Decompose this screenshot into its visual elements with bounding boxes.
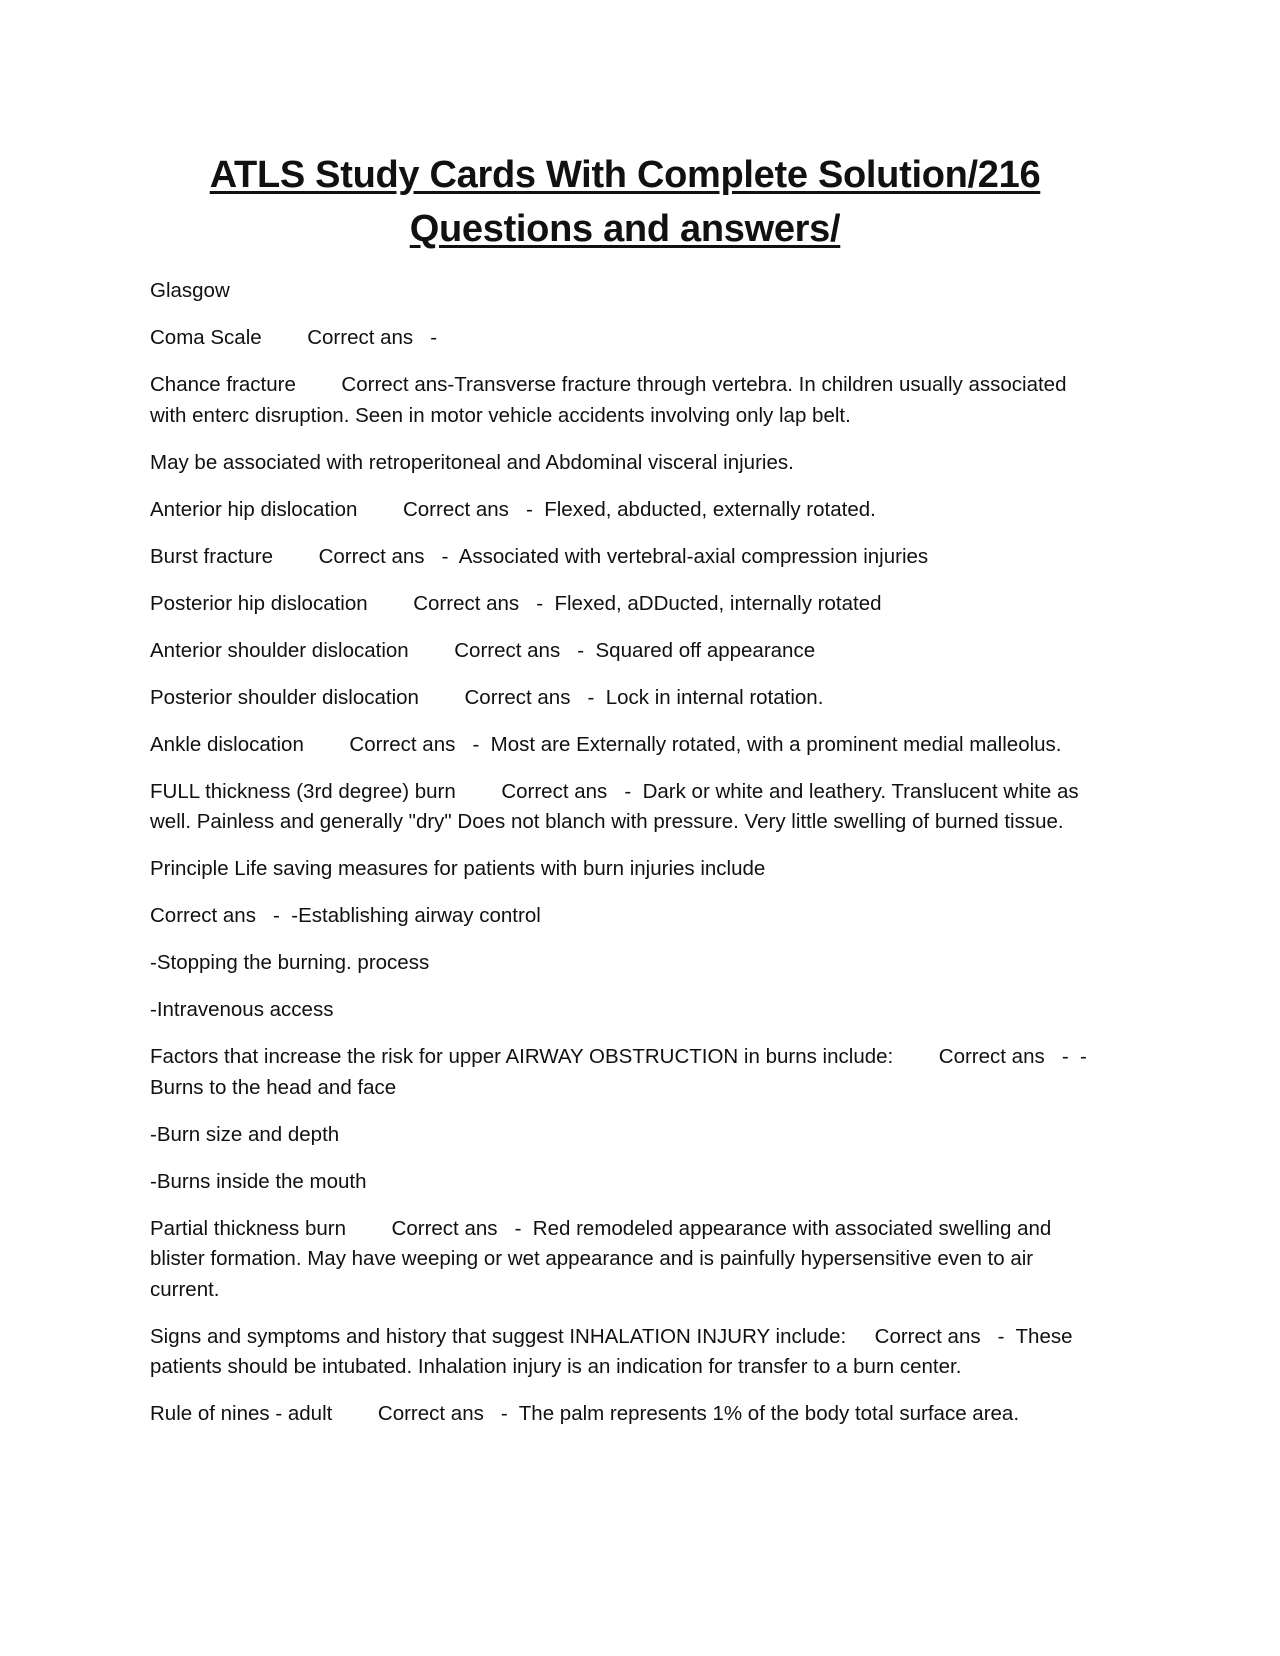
paragraph-airway-control: Correct ans - -Establishing airway control [150, 904, 541, 927]
title-line-2: Questions and answers/ [409, 208, 841, 250]
paragraph-posterior-shoulder: Posterior shoulder dislocation Correct ans - Lock in internal rotation. [150, 685, 824, 709]
paragraph-posterior-hip: Posterior hip dislocation Correct ans - Flexed, aDDucted, internally rotated [150, 591, 882, 615]
paragraph-partial-thickness-burn: Partial thickness burn Correct ans - Red remodeled appearance with associated swelling and blister formation. May have weeping or wet appearance and is painfully hypersensitive even to air current. [150, 1216, 1058, 1301]
paragraph-retroperitoneal: May be associated with retroperitoneal and Abdominal visceral injuries. [150, 450, 794, 474]
paragraph-inhalation-injury: Signs and symptoms and history that suggest INHALATION INJURY include: Correct ans - These patients should be intubated. Inhalation injury is an indication for transfer to a burn center. [150, 1324, 1079, 1378]
document-title [150, 148, 1100, 256]
title-line-1: ATLS Study Cards With Complete Solution/216 [209, 154, 1041, 196]
paragraph-anterior-hip: Anterior hip dislocation Correct ans - Flexed, abducted, externally rotated. [150, 497, 876, 521]
paragraph-burn-size: -Burn size and depth [150, 1122, 340, 1146]
paragraph-life-saving-measures: Principle Life saving measures for patients with burn injuries include [150, 857, 766, 880]
paragraph-full-thickness-burn: FULL thickness (3rd degree) burn Correct ans - Dark or white and leathery. Translucent white as well. Painless and generally "dry" Does not blanch with pressure. Very little swelling of burned tissue. [150, 779, 1085, 833]
document-page [150, 148, 1100, 1446]
paragraph-burst-fracture: Burst fracture Correct ans - Associated with vertebral-axial compression injuries [150, 544, 929, 568]
paragraph-glasgow: Glasgow [150, 279, 230, 302]
paragraph-ankle-dislocation: Ankle dislocation Correct ans - Most are Externally rotated, with a prominent medial malleolus. [150, 732, 1062, 756]
paragraph-stopping-burning: -Stopping the burning. process [150, 951, 430, 974]
paragraph-anterior-shoulder: Anterior shoulder dislocation Correct ans - Squared off appearance [150, 638, 816, 662]
paragraph-coma-scale: Coma Scale Correct ans - [150, 326, 438, 349]
paragraph-chance-fracture: Chance fracture Correct ans-Transverse fracture through vertebra. In children usually associated with enterc disruption. Seen in motor vehicle accidents involving only lap belt. [150, 373, 1073, 427]
paragraph-rule-of-nines: Rule of nines - adult Correct ans - The palm represents 1% of the body total surface area. [150, 1402, 1020, 1425]
paragraph-intravenous-access: -Intravenous access [150, 998, 334, 1021]
paragraph-burns-mouth: -Burns inside the mouth [150, 1169, 367, 1193]
paragraph-airway-obstruction: Factors that increase the risk for upper AIRWAY OBSTRUCTION in burns include: Correct ans - -Burns to the head and face [150, 1045, 1087, 1099]
